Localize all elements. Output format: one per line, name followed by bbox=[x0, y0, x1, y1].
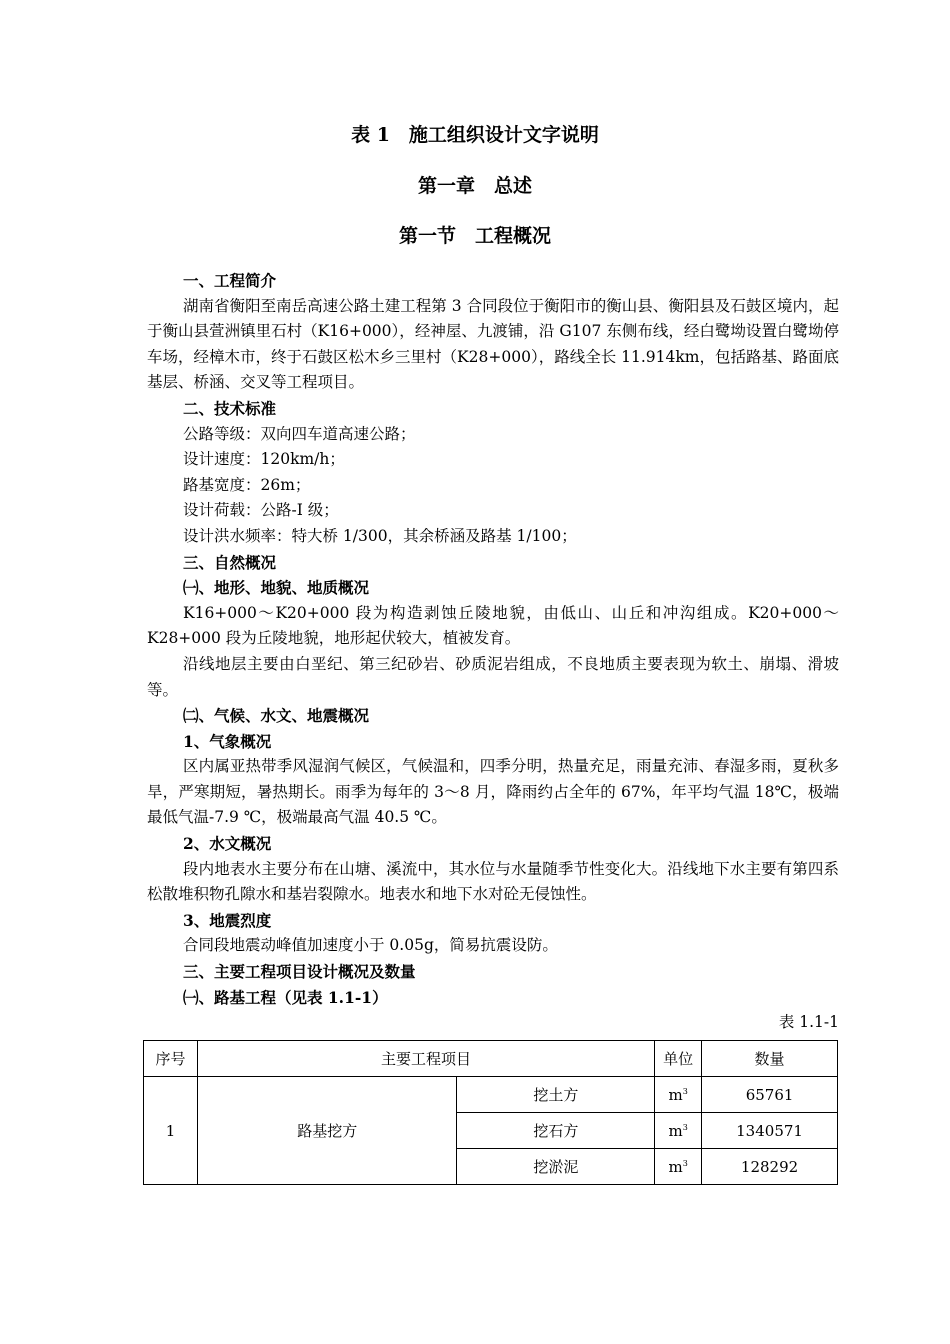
heading-natural-conditions: 三、自然概况 bbox=[183, 552, 277, 572]
heading-tech-standards: 二、技术标准 bbox=[183, 398, 277, 418]
table-caption: 表 1.1-1 bbox=[778, 1013, 839, 1032]
paragraph-weather: 区内属亚热带季风湿润气候区，气候温和，四季分明，热量充足，雨量充沛、春湿多雨，夏秋多旱，严寒期短，暑热期长。雨季为每年的 3～8 月，降雨约占全年的 67%，年平均气温 18℃，极端最低气温-7.9 ℃，极端最高气温 40.5 ℃。 bbox=[147, 757, 839, 827]
quantities-table bbox=[143, 1040, 838, 1185]
unit-cell bbox=[655, 1077, 702, 1113]
standard-line: 路基宽度：26m； bbox=[183, 475, 311, 494]
heading-hydrology: 2、水文概况 bbox=[183, 834, 272, 854]
standard-line: 设计洪水频率：特大桥 1/300，其余桥涵及路基 1/100； bbox=[183, 526, 577, 545]
header-cell: 单位 bbox=[655, 1041, 702, 1077]
quantity-cell: 1340571 bbox=[702, 1113, 838, 1149]
paragraph-project-intro: 湖南省衡阳至南岳高速公路土建工程第 3 合同段位于衡阳市的衡山县、衡阳县及石鼓区境内，起于衡山县萱洲镇里石村（K16+000），经神屋、九渡铺，沿 G107 东侧布线，经白鹭坳设置白鹭坳停车场，经樟木市，终于石鼓区松木乡三里村（K28+000），路线全长 11.914km，包括路基、路面底基层、桥涵、交叉等工程项目。 bbox=[147, 296, 839, 392]
heading-weather: 1、气象概况 bbox=[183, 731, 272, 751]
paragraph-hydrology: 段内地表水主要分布在山塘、溪流中，其水位与水量随季节性变化大。沿线地下水主要有第四系松散堆积物孔隙水和基岩裂隙水。地表水和地下水对砼无侵蚀性。 bbox=[147, 859, 839, 904]
document-body bbox=[147, 268, 839, 1036]
table-title: 表 1 施工组织设计文字说明 bbox=[351, 124, 599, 146]
quantity-cell: 65761 bbox=[702, 1077, 838, 1113]
unit-superscript: 3 bbox=[682, 1086, 688, 1096]
paragraph-seismic: 合同段地震动峰值加速度小于 0.05g，简易抗震设防。 bbox=[183, 936, 558, 955]
quantity-cell: 128292 bbox=[702, 1149, 838, 1185]
table-row bbox=[144, 1077, 838, 1113]
item-cell: 挖土方 bbox=[457, 1077, 655, 1113]
unit-text: m bbox=[668, 1085, 683, 1104]
standard-line: 设计荷载：公路-Ⅰ 级； bbox=[183, 501, 339, 520]
item-cell: 挖石方 bbox=[457, 1113, 655, 1149]
unit-cell bbox=[655, 1113, 702, 1149]
heading-project-intro: 一、工程简介 bbox=[183, 271, 277, 290]
heading-climate-hydrology: ㈡、气候、水文、地震概况 bbox=[183, 706, 370, 726]
heading-subgrade-works: ㈠、路基工程（见表 1.1-1） bbox=[183, 987, 388, 1007]
header-cell: 数量 bbox=[702, 1041, 838, 1077]
unit-superscript: 3 bbox=[682, 1122, 688, 1132]
heading-terrain-geology: ㈠、地形、地貌、地质概况 bbox=[183, 578, 370, 598]
standard-line: 设计速度：120km/h； bbox=[183, 450, 345, 469]
header-cell: 主要工程项目 bbox=[197, 1041, 654, 1077]
table-header-row bbox=[144, 1041, 838, 1077]
row-number-cell: 1 bbox=[144, 1077, 198, 1185]
unit-superscript: 3 bbox=[682, 1158, 688, 1168]
standard-line: 公路等级：双向四车道高速公路； bbox=[183, 424, 416, 443]
heading-seismic: 3、地震烈度 bbox=[183, 910, 272, 930]
unit-text: m bbox=[668, 1121, 683, 1140]
chapter-title: 第一章 总述 bbox=[417, 175, 532, 197]
paragraph-terrain: K16+000～K20+000 段为构造剥蚀丘陵地貌，由低山、山丘和冲沟组成。K20+000～K28+000 段为丘陵地貌，地形起伏较大，植被发育。 bbox=[147, 603, 839, 648]
unit-cell bbox=[655, 1149, 702, 1185]
item-cell: 挖淤泥 bbox=[457, 1149, 655, 1185]
header-cell: 序号 bbox=[144, 1041, 198, 1077]
row-group-cell: 路基挖方 bbox=[197, 1077, 457, 1185]
paragraph-geology: 沿线地层主要由白垩纪、第三纪砂岩、砂质泥岩组成，不良地质主要表现为软土、崩塌、滑坡等。 bbox=[147, 654, 839, 699]
heading-main-works: 三、主要工程项目设计概况及数量 bbox=[183, 962, 416, 982]
unit-text: m bbox=[668, 1157, 683, 1176]
section-title: 第一节 工程概况 bbox=[398, 225, 551, 247]
